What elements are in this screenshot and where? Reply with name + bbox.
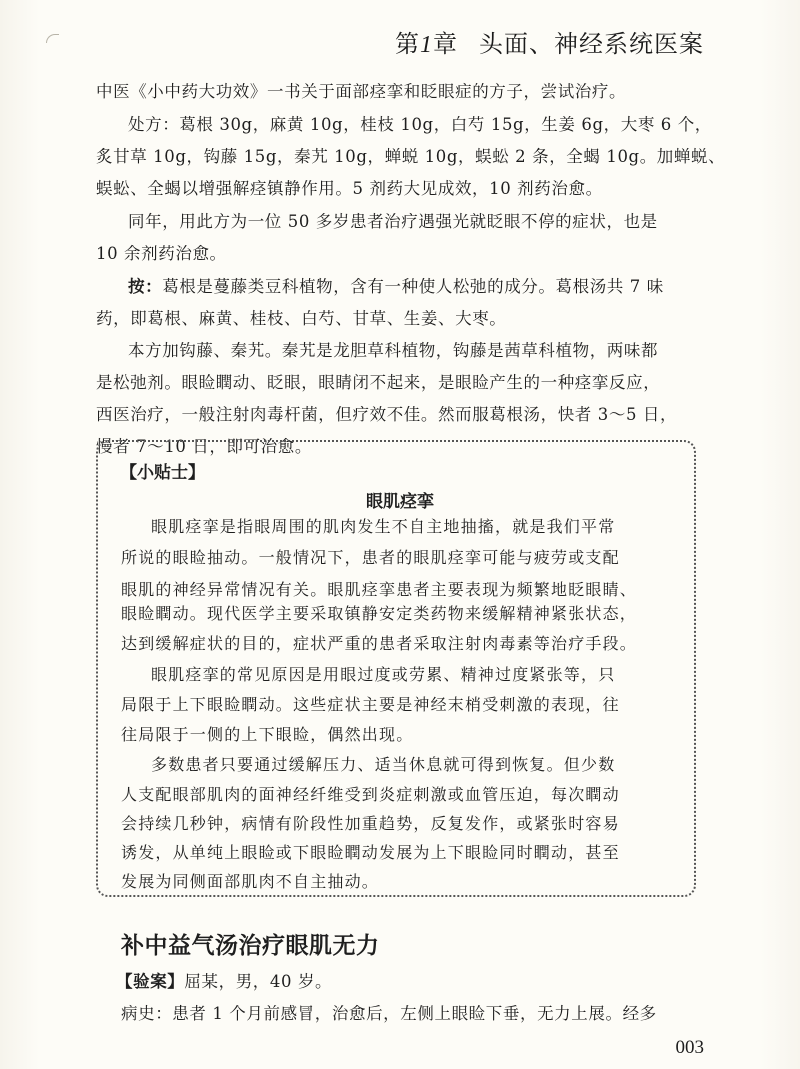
tip-line: 会持续几秒钟，病情有阶段性加重趋势，反复发作，或紧张时容易 [121,814,620,833]
tip-label: 【小贴士】 [120,463,205,483]
tip-line: 人支配眼部肌肉的面神经纤维受到炎症刺激或血管压迫，每次瞤动 [121,785,620,804]
tip-line: 所说的眼睑抽动。一般情况下，患者的眼肌痉挛可能与疲劳或支配 [121,548,620,567]
chapter-number: 1 [420,32,433,58]
body-line: 10 余剂药治愈。 [96,244,227,263]
prescription-line: 炙甘草 10g，钩藤 15g，秦艽 10g，蝉蜕 10g，蜈蚣 2 条，全蝎 10g。加蝉蜕、 [96,147,726,166]
section-title: 补中益气汤治疗眼肌无力 [121,932,380,959]
body-line: 是松弛剂。眼睑瞤动、眨眼，眼睛闭不起来，是眼睑产生的一种痉挛反应， [96,373,661,392]
page-number: 003 [675,1037,704,1058]
history-line: 病史：患者 1 个月前感冒，治愈后，左侧上眼睑下垂，无力上展。经多 [121,1004,657,1023]
prescription-line: 蜈蚣、全蝎以增强解痉镇静作用。5 剂药大见成效，10 剂药治愈。 [96,179,603,198]
note-line [128,277,738,297]
chapter-running-head [395,24,704,59]
body-line: 慢者 7～10 日，即可治愈。 [96,437,312,456]
note-label: 按： [128,277,163,296]
note-line: 药，即葛根、麻黄、桂枝、白芍、甘草、生姜、大枣。 [96,309,507,328]
case-text: 屈某，男，40 岁。 [184,972,333,991]
tip-line: 眼肌的神经异常情况有关。眼肌痉挛患者主要表现为频繁地眨眼睛、 [121,580,638,599]
case-line [116,972,726,992]
tip-line: 发展为同侧面部肌肉不自主抽动。 [121,872,380,891]
body-line: 本方加钩藤、秦艽。秦艽是龙胆草科植物，钩藤是茜草科植物，两味都 [128,341,659,360]
tip-title: 眼肌痉挛 [366,492,434,512]
chapter-suffix: 章 [433,32,458,58]
tip-line: 多数患者只要通过缓解压力、适当休息就可得到恢复。但少数 [151,755,616,774]
body-line: 中医《小中药大功效》一书关于面部痉挛和眨眼症的方子，尝试治疗。 [96,82,627,101]
body-line: 西医治疗，一般注射肉毒杆菌，但疗效不佳。然而服葛根汤，快者 3～5 日， [96,405,678,424]
tip-line: 眼肌痉挛的常见原因是用眼过度或劳累、精神过度紧张等，只 [151,665,616,684]
tip-line: 达到缓解症状的目的，症状严重的患者采取注射肉毒素等治疗手段。 [121,634,638,653]
body-line: 同年，用此方为一位 50 多岁患者治疗遇强光就眨眼不停的症状，也是 [128,212,658,231]
tip-line: 眼肌痉挛是指眼周围的肌肉发生不自主地抽搐，就是我们平常 [151,517,616,536]
tip-line: 局限于上下眼睑瞤动。这些症状主要是神经末梢受刺激的表现，往 [121,695,620,714]
tip-line: 眼睑瞤动。现代医学主要采取镇静安定类药物来缓解精神紧张状态， [121,604,638,623]
tip-line: 诱发，从单纯上眼睑或下眼睑瞤动发展为上下眼睑同时瞤动，甚至 [121,843,620,862]
case-label: 【验案】 [116,972,185,991]
page-corner-mark [46,34,59,43]
tip-line: 往局限于一侧的上下眼睑，偶然出现。 [121,725,414,744]
chapter-prefix: 第 [395,32,420,58]
chapter-title: 头面、神经系统医案 [479,32,704,58]
prescription-line: 处方：葛根 30g，麻黄 10g，桂枝 10g，白芍 15g，生姜 6g，大枣 6 个， [128,115,712,134]
note-text: 葛根是蔓藤类豆科植物，含有一种使人松弛的成分。葛根汤共 7 味 [162,277,664,296]
